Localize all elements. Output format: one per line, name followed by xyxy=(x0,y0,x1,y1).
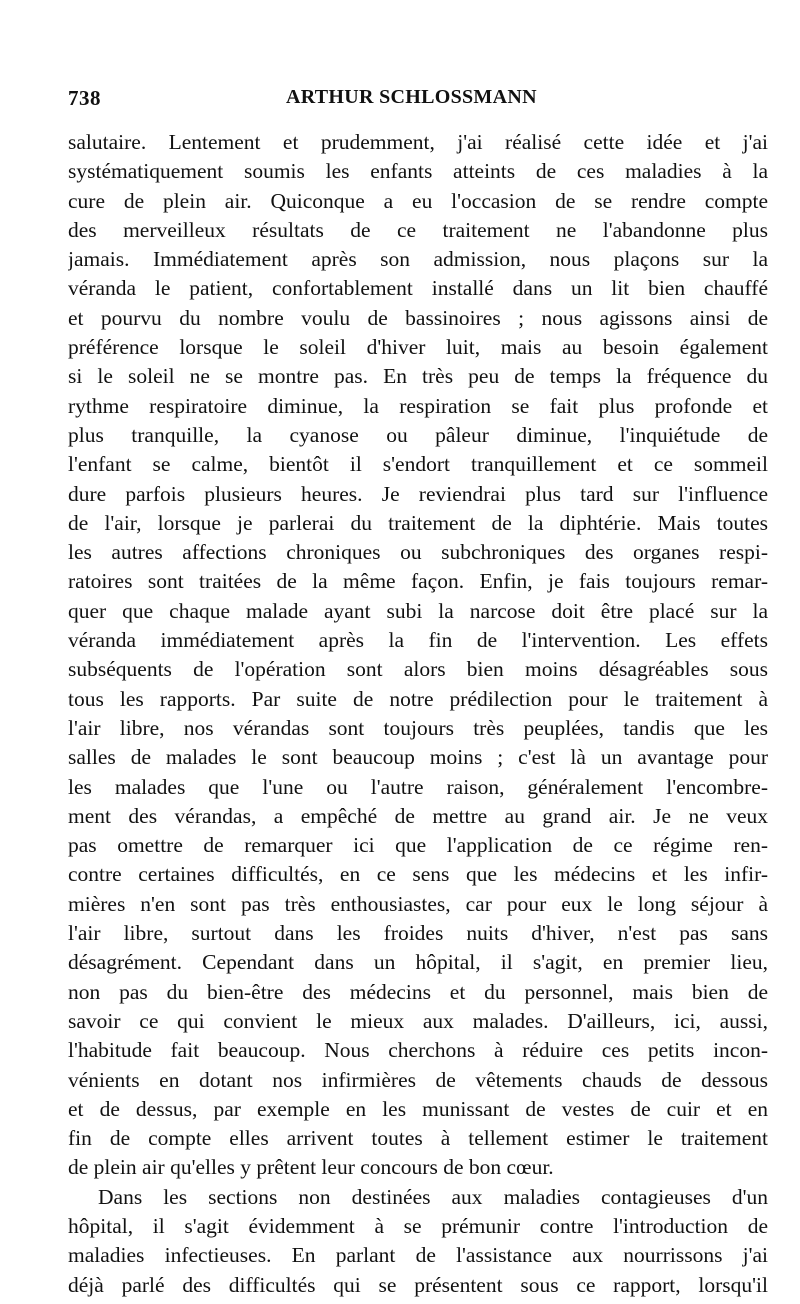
page-number: 738 xyxy=(68,86,101,110)
text-line: fin de compte elles arrivent toutes à tellement estimer le traitement xyxy=(68,1126,768,1151)
text-line: Dans les sections non destinées aux maladies contagieuses d'un xyxy=(98,1184,768,1209)
text-line: plus tranquille, la cyanose ou pâleur diminue, l'inquiétude de xyxy=(68,422,768,447)
text-line: de plein air qu'elles y prêtent leur concours de bon cœur. xyxy=(68,1155,554,1180)
text-line: tous les rapports. Par suite de notre prédilection pour le traitement à xyxy=(68,686,768,711)
text-line: cure de plein air. Quiconque a eu l'occasion de se rendre compte xyxy=(68,188,768,213)
text-line: et de dessus, par exemple en les munissant de vestes de cuir et en xyxy=(68,1096,768,1121)
text-line: préférence lorsque le soleil d'hiver luit, mais au besoin également xyxy=(68,335,768,360)
text-line: les malades que l'une ou l'autre raison, généralement l'encombre- xyxy=(68,774,768,799)
text-line: ratoires sont traitées de la même façon. Enfin, je fais toujours remar- xyxy=(68,569,768,594)
text-line: salles de malades le sont beaucoup moins ; c'est là un avantage pour xyxy=(68,745,768,770)
text-line: et pourvu du nombre voulu de bassinoires ; nous agissons ainsi de xyxy=(68,305,768,330)
text-line: systématiquement soumis les enfants atteints de ces maladies à la xyxy=(68,159,768,184)
text-line: non pas du bien-être des médecins et du personnel, mais bien de xyxy=(68,979,768,1004)
text-line: hôpital, il s'agit évidemment à se prémunir contre l'introduction de xyxy=(68,1213,768,1238)
body-text xyxy=(68,128,768,1300)
text-line: l'air libre, nos vérandas sont toujours très peuplées, tandis que les xyxy=(68,715,768,740)
text-line: déjà parlé des difficultés qui se présentent sous ce rapport, lorsqu'il xyxy=(68,1272,768,1297)
text-line: des merveilleux résultats de ce traitement ne l'abandonne plus xyxy=(68,217,768,242)
text-line: savoir ce qui convient le mieux aux malades. D'ailleurs, ici, aussi, xyxy=(68,1008,768,1033)
text-line: contre certaines difficultés, en ce sens que les médecins et les infir- xyxy=(68,862,768,887)
text-line: salutaire. Lentement et prudemment, j'ai réalisé cette idée et j'ai xyxy=(68,130,768,154)
text-line: l'air libre, surtout dans les froides nuits d'hiver, n'est pas sans xyxy=(68,921,768,946)
text-line: véranda immédiatement après la fin de l'intervention. Les effets xyxy=(68,628,768,653)
text-line: subséquents de l'opération sont alors bien moins désagréables sous xyxy=(68,657,768,682)
text-line: ment des vérandas, a empêché de mettre au grand air. Je ne veux xyxy=(68,803,768,828)
text-line: véranda le patient, confortablement installé dans un lit bien chauffé xyxy=(68,276,768,301)
text-line: de l'air, lorsque je parlerai du traitement de la diphtérie. Mais toutes xyxy=(68,510,768,535)
text-line: désagrément. Cependant dans un hôpital, il s'agit, en premier lieu, xyxy=(68,950,768,975)
page-header xyxy=(68,86,768,116)
text-line: quer que chaque malade ayant subi la narcose doit être placé sur la xyxy=(68,598,768,623)
text-line: dure parfois plusieurs heures. Je reviendrai plus tard sur l'influence xyxy=(68,481,768,506)
text-line: jamais. Immédiatement après son admission, nous plaçons sur la xyxy=(68,247,768,272)
text-line: les autres affections chroniques ou subchroniques des organes respi- xyxy=(68,540,768,565)
text-line: l'habitude fait beaucoup. Nous cherchons à réduire ces petits incon- xyxy=(68,1038,768,1063)
text-line: si le soleil ne se montre pas. En très peu de temps la fréquence du xyxy=(68,364,768,389)
text-line: vénients en dotant nos infirmières de vêtements chauds de dessous xyxy=(68,1067,768,1092)
text-line: maladies infectieuses. En parlant de l'assistance aux nourrissons j'ai xyxy=(68,1243,768,1268)
text-line: rythme respiratoire diminue, la respiration se fait plus profonde et xyxy=(68,393,768,418)
text-line: pas omettre de remarquer ici que l'application de ce régime ren- xyxy=(68,833,768,858)
running-title: ARTHUR SCHLOSSMANN xyxy=(286,86,537,108)
text-line: l'enfant se calme, bientôt il s'endort tranquillement et ce sommeil xyxy=(68,452,768,477)
text-line: mières n'en sont pas très enthousiastes, car pour eux le long séjour à xyxy=(68,891,768,916)
